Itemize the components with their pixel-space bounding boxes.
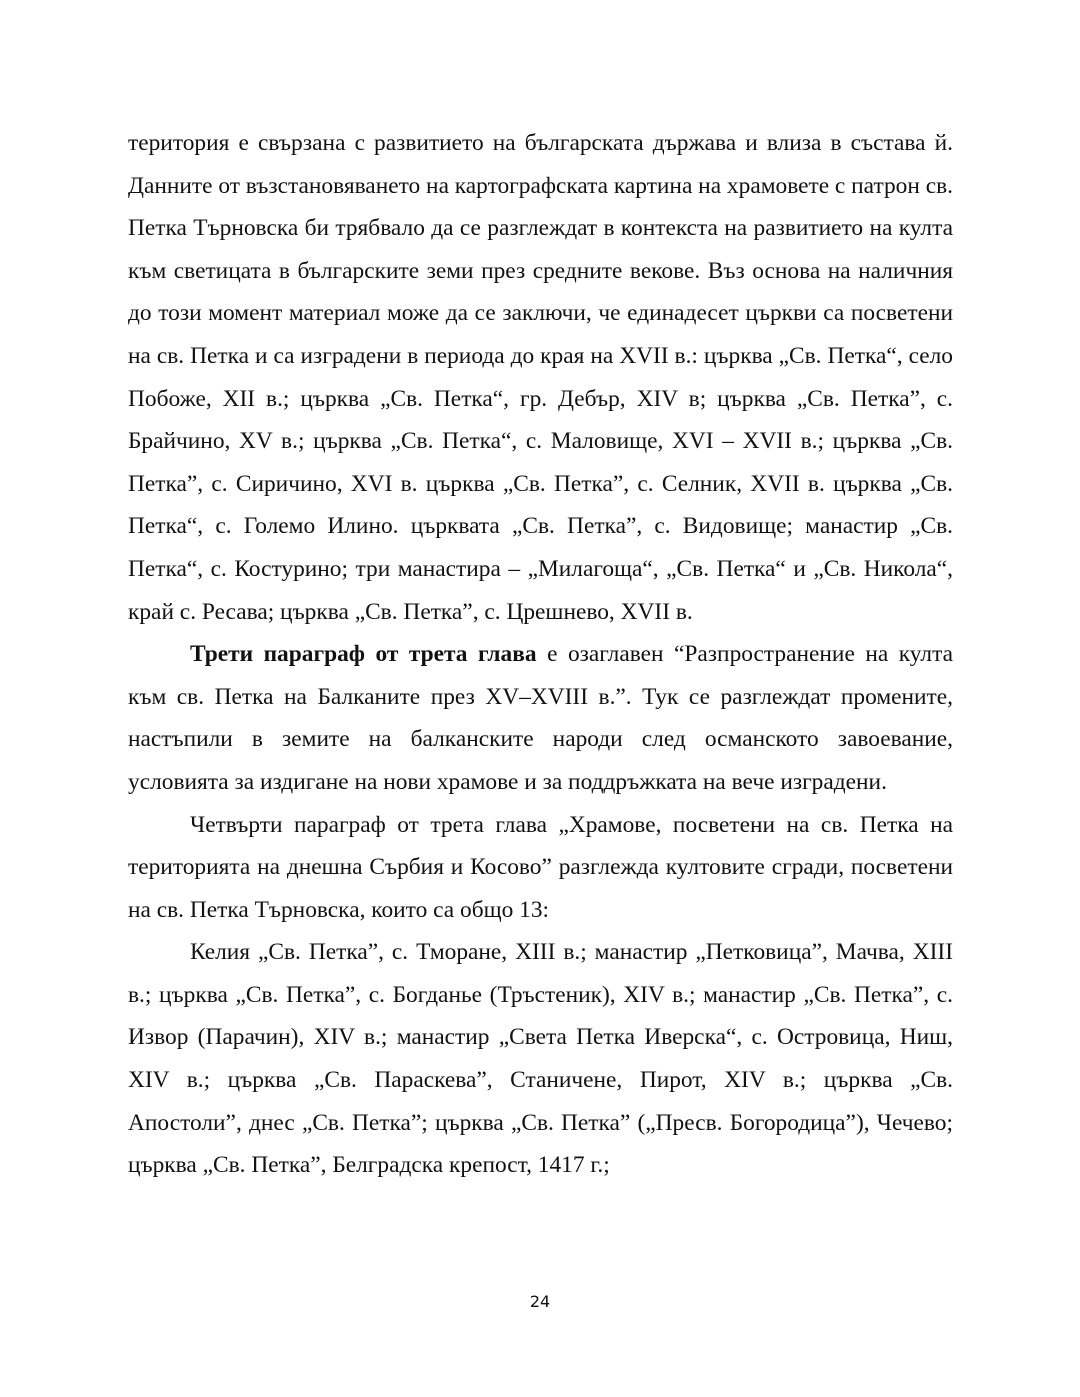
page-number: 24 (529, 1292, 551, 1311)
body-text (128, 122, 953, 1187)
paragraph-1: територия е свързана с развитието на българската държава и влиза в състава й. Данните от възстановяването на картографската картина на храмовете с патрон св. Петка Търновска би трябвало да се разглеждат в контекста на развитието на култа към светицата в българските земи през средните векове. Въз основа на наличния до този момент материал може да се заключи, че единадесет църкви са посветени на св. Петка и са изградени в периода до края на XVII в.: църква „Св. Петка“, село Побоже, XII в.; църква „Св. Петка“, гр. Дебър, XIV в; църква „Св. Петка”, с. Брайчино, XV в.; църква „Св. Петка“, с. Маловище, XVI – XVII в.; църква „Св. Петка”, с. Сиричино, XVI в. църква „Св. Петка”, с. Селник, XVII в. църква „Св. Петка“, с. Големо Илино. църквата „Св. Петка”, с. Видовище; манастир „Св. Петка“, с. Костурино; три манастира – „Милагоща“, „Св. Петка“ и „Св. Никола“, край с. Ресава; църква „Св. Петка”, с. Црешнево, XVII в. (128, 130, 953, 625)
paragraph-4: Келия „Св. Петка”, с. Тморане, XIII в.; манастир „Петковица”, Мачва, XIII в.; църква „Св. Петка”, с. Богданье (Тръстеник), XIV в.; манастир „Св. Петка”, с. Извор (Парачин), XIV в.; манастир „Света Петка Иверска“, с. Островица, Ниш, XIV в.; църква „Св. Параскева”, Станичене, Пирот, XIV в.; църква „Св. Апостоли”, днес „Св. Петка”; църква „Св. Петка” („Пресв. Богородица”), Чечево; църква „Св. Петка”, Белградска крепост, 1417 г.; (128, 939, 953, 1179)
paragraph-3: Четвърти параграф от трета глава „Храмове, посветени на св. Петка на територията на днешна Сърбия и Косово” разглежда култовите сгради, посветени на св. Петка Търновска, които са общо 13: (128, 811, 953, 923)
paragraph-2-bold-lead: Трети параграф от трета глава (190, 641, 537, 668)
paragraph-2 (128, 633, 953, 803)
paragraph-2-text: е озаглавен “Разпространение на култа към св. Петка на Балканите през XV–XVIII в.”. Тук се разглеждат промените, настъпили в земите на балканските народи след османското завоевание, условията за издигане на нови храмове и за поддръжката на вече изградени. (128, 641, 953, 795)
